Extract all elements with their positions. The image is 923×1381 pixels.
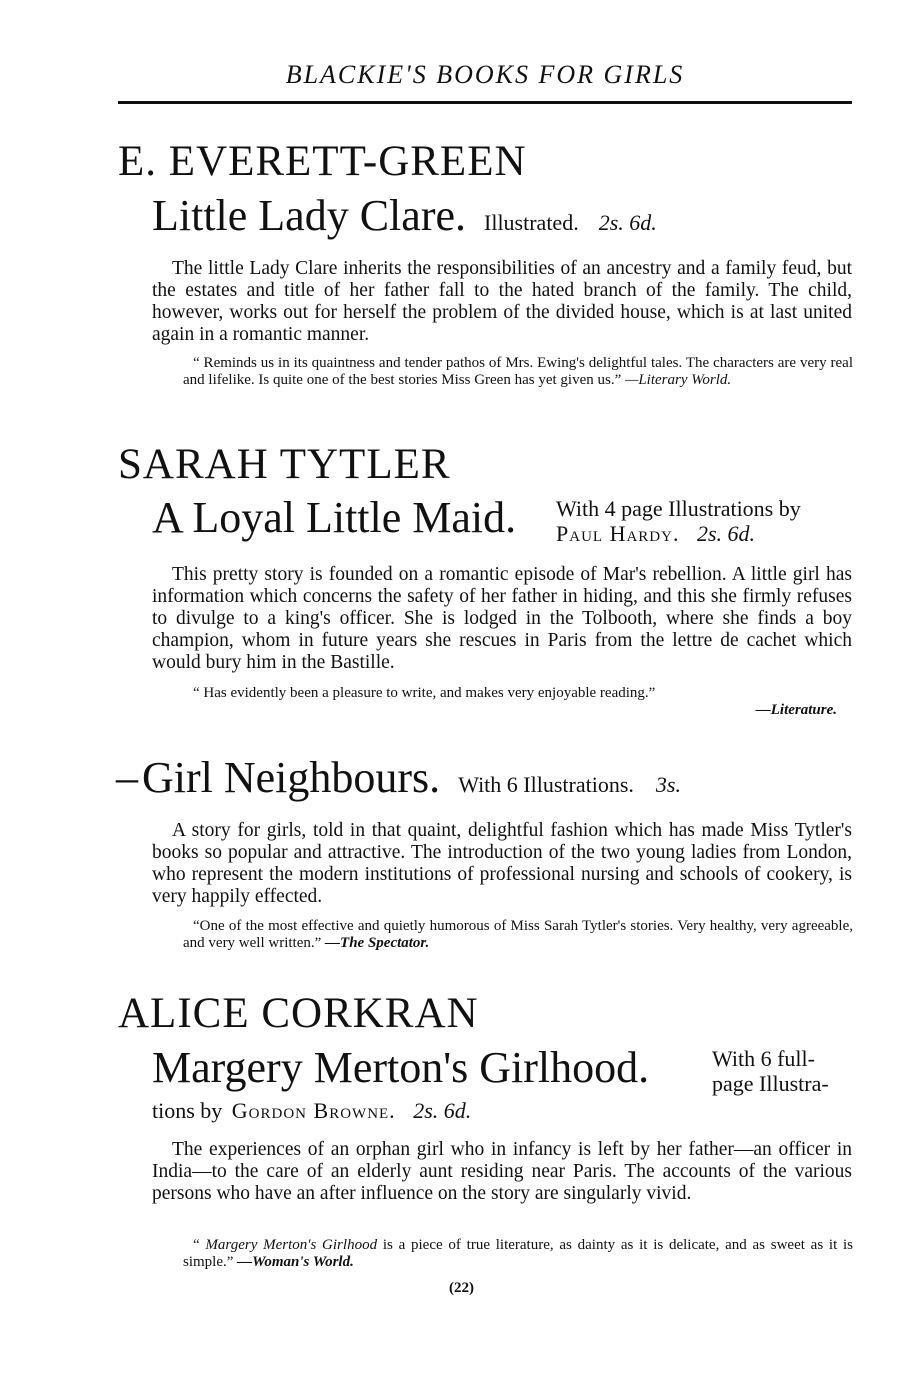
illustrator-name: Gordon Browne. xyxy=(231,1098,396,1123)
review-quote: “ Reminds us in its quaintness and tender pathos of Mrs. Ewing's delightful tales. The characters are very real and lifelike. Is quite one of the best stories Miss Green has yet given us.” xyxy=(183,355,853,388)
ditto-dash: – xyxy=(116,753,138,802)
illustration-credit-line xyxy=(556,521,801,546)
press-review xyxy=(183,685,853,719)
price: 2s. 6d. xyxy=(413,1098,472,1123)
author-heading: SARAH TYTLER xyxy=(118,441,451,488)
review-quote: “One of the most effective and quietly humorous of Miss Sarah Tytler's stories. Very healthy, very agreeable, and very well written.” xyxy=(183,918,853,951)
book-title-line xyxy=(152,493,517,542)
running-title: BLACKIE'S BOOKS FOR GIRLS xyxy=(285,60,685,89)
press-review xyxy=(183,355,853,389)
author-heading: E. EVERETT-GREEN xyxy=(118,138,527,185)
review-source: —Literature. xyxy=(755,702,837,718)
illustration-note: With 6 Illustrations. xyxy=(458,772,634,797)
book-description: The little Lady Clare inherits the responsibilities of an ancestry and a family feud, but the estates and title of her father fall to the hated branch of the family. The child, however, works out for herself the problem of the divided house, which is at last united again in a romantic manner. xyxy=(152,258,852,345)
illustration-note: Illustrated. xyxy=(484,210,579,235)
book-description xyxy=(152,564,852,674)
review-source: —Woman's World. xyxy=(237,1254,354,1270)
header-rule xyxy=(118,101,852,104)
review-quote: “ Has evidently been a pleasure to write, and makes very enjoyable reading.” xyxy=(193,685,656,701)
review-source: —Literary World. xyxy=(624,372,732,388)
illustration-credit-line xyxy=(152,1098,471,1123)
book-title: Margery Merton's Girlhood. xyxy=(152,1043,650,1092)
book-title-line xyxy=(152,1043,650,1092)
book-title: Girl Neighbours. xyxy=(142,753,441,802)
review-source: —The Spectator. xyxy=(325,935,430,951)
book-title: A Loyal Little Maid. xyxy=(152,493,517,542)
illustration-note xyxy=(712,1046,829,1096)
book-title: Little Lady Clare. xyxy=(152,191,466,240)
book-title-line xyxy=(116,753,816,802)
price: 2s. 6d. xyxy=(598,210,657,235)
press-review xyxy=(183,918,853,952)
price: 3s. xyxy=(655,772,681,797)
press-review: “ Margery Merton's Girlhood is a piece of true literature, as dainty as it is delicate, and as sweet as it is simple.” —Woman's World. xyxy=(183,1237,854,1270)
illustration-note-line: page Illustra- xyxy=(712,1071,829,1096)
book-description: A story for girls, told in that quaint, delightful fashion which has made Miss Tytler's books so popular and attractive. The introduction of the two young ladies from London, who represent the modern institutions of professional nursing and schools of cookery, is very happily effected. xyxy=(152,820,852,907)
review-quote: is a piece of true literature, as dainty as it is delicate, and as sweet as it is simple.” xyxy=(183,1237,854,1270)
illustration-note-line: With 4 page Illustrations by xyxy=(556,496,801,521)
illustration-note xyxy=(556,496,801,546)
book-title-line xyxy=(152,191,852,240)
page-number: (22) xyxy=(449,1280,474,1296)
author-heading: ALICE CORKRAN xyxy=(118,990,479,1037)
review-book-title: Margery Merton's Girlhood xyxy=(205,1237,378,1253)
book-description: The experiences of an orphan girl who in infancy is left by her father—an officer in India—to the care of an elderly aunt residing near Paris. The accounts of the various persons who have an after influence on the story are singularly vivid. xyxy=(152,1139,852,1204)
illustration-note-line: tions by xyxy=(152,1098,223,1123)
price: 2s. 6d. xyxy=(696,521,756,546)
illustrator-name: Paul Hardy. xyxy=(556,521,680,546)
description-text: This pretty story is founded on a romantic episode of Mar's rebellion. A little girl has information which concerns the safety of her father in hiding, and this she firmly refuses to divulge to a king's officer. She is lodged in the Tolbooth, where she finds a boy champion, whom in future years she rescues in Paris from the lettre de cachet which would bury him in the Bastille. xyxy=(152,564,852,673)
illustration-note-line: With 6 full- xyxy=(712,1046,815,1071)
